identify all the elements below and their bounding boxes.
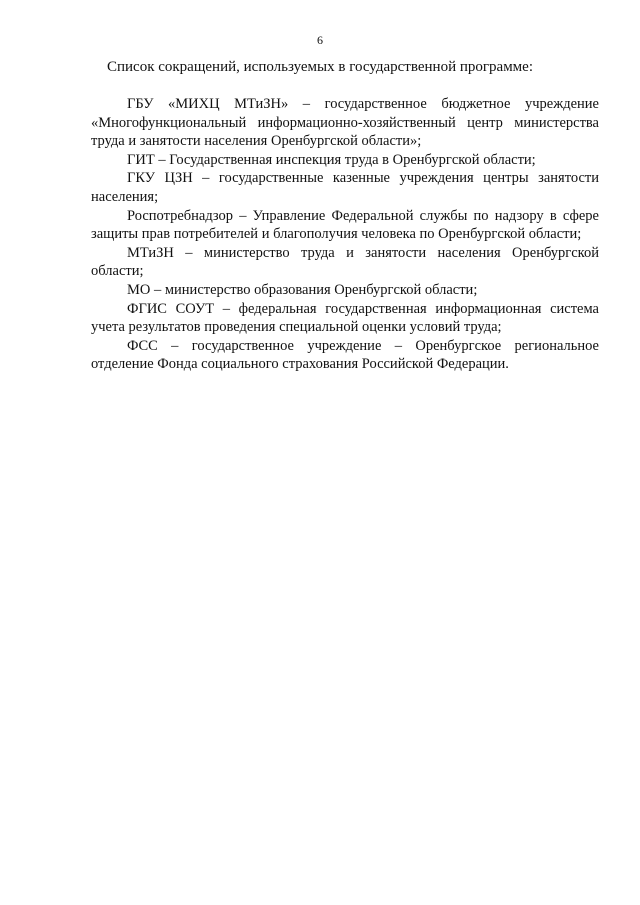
abbreviation-entry-gku-czn: ГКУ ЦЗН – государственные казенные учреждения центры занятости населения; xyxy=(91,170,599,205)
abbreviation-entry-gbu-mikhc: ГБУ «МИХЦ МТиЗН» – государственное бюджетное учреждение «Многофункциональный информационно-хозяйственный центр министерства труда и занятости населения Оренбургской области»; xyxy=(91,96,599,150)
abbreviation-entry-mo: МО – министерство образования Оренбургской области; xyxy=(127,281,478,298)
abbreviation-entry-fss: ФСС – государственное учреждение – Оренбургское региональное отделение Фонда социального страхования Российской Федерации. xyxy=(91,337,599,373)
abbreviation-entry-rospotrebnadzor: Роспотребнадзор – Управление Федеральной службы по надзору в сфере защиты прав потребителей и благополучия человека по Оренбургской области; xyxy=(91,207,599,243)
abbreviation-entry-fgis-sout: ФГИС СОУТ – федеральная государственная информационная система учета результатов проведения специальной оценки условий труда; xyxy=(91,300,599,336)
document-title: Список сокращений, используемых в государственной программе: xyxy=(106,59,533,75)
abbreviation-entry-mtizn: МТиЗН – министерство труда и занятости населения Оренбургской области; xyxy=(91,244,599,280)
page-number: 6 xyxy=(317,33,323,47)
abbreviation-list xyxy=(91,95,599,374)
abbreviation-entry-git: ГИТ – Государственная инспекция труда в Оренбургской области; xyxy=(127,151,536,168)
